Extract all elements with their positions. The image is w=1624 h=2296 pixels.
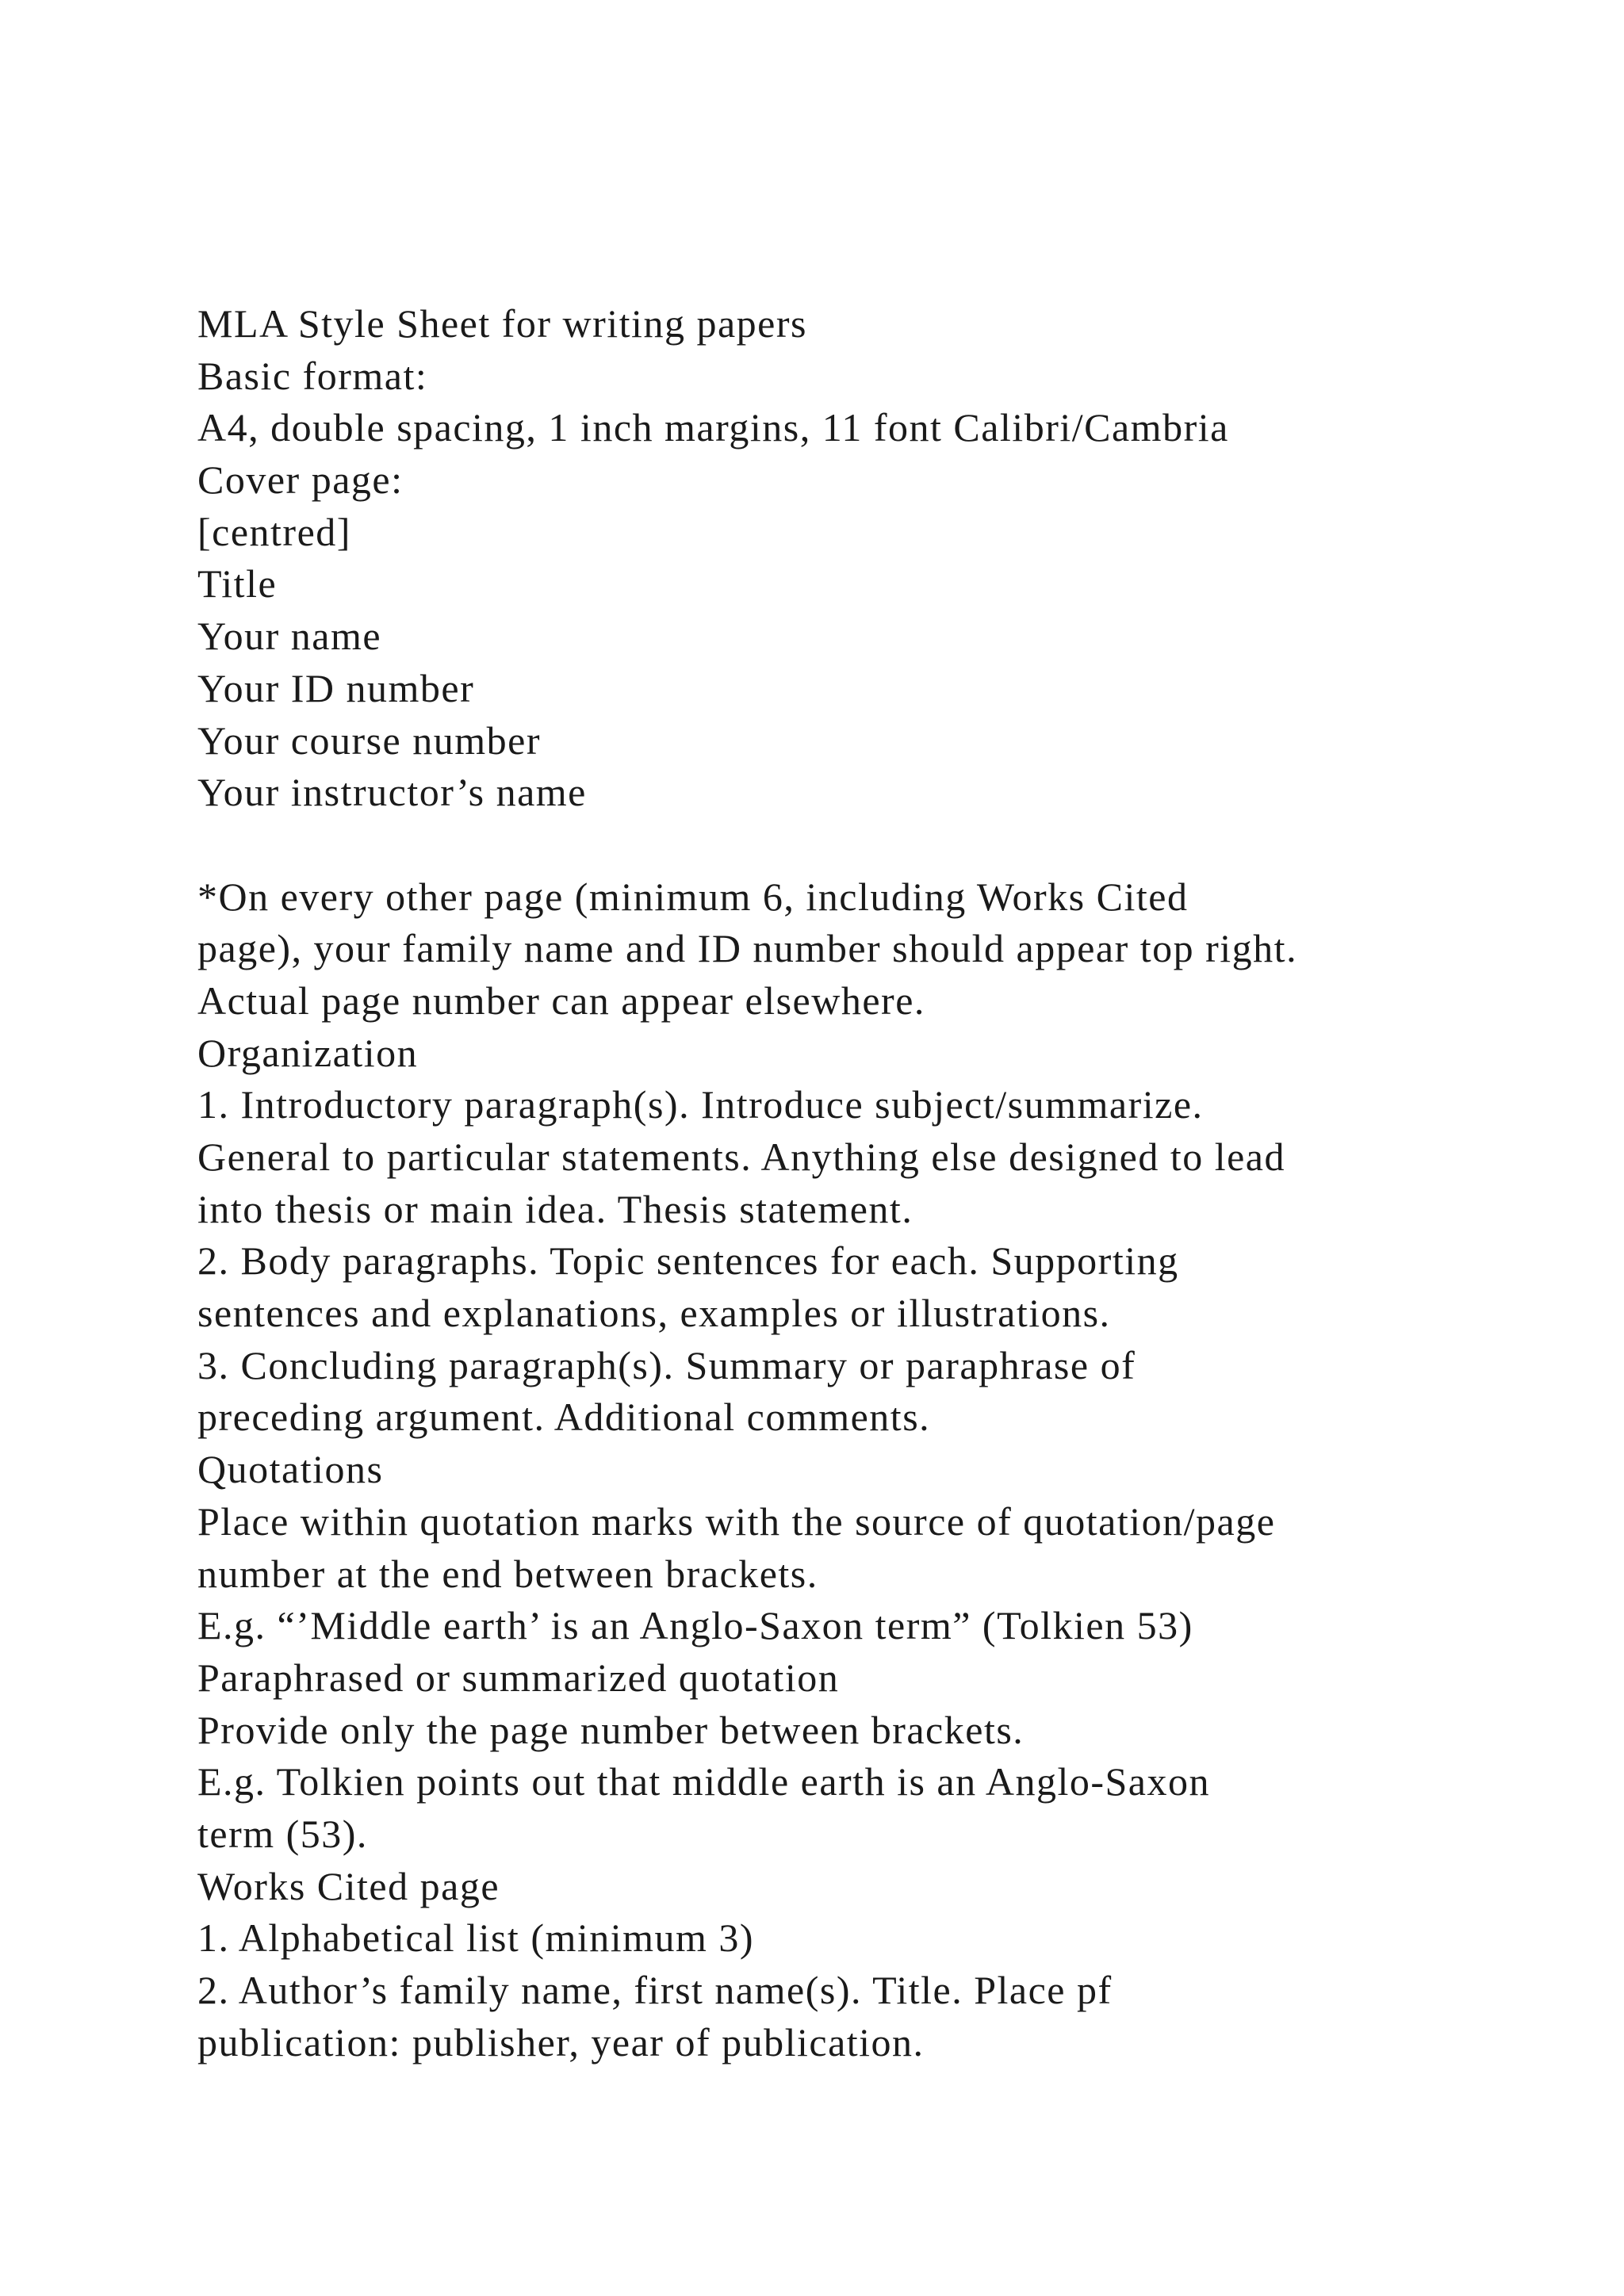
cover-page-line: Title — [197, 561, 278, 607]
organization-line: into thesis or main idea. Thesis statement. — [197, 1186, 914, 1231]
note-line: page), your family name and ID number should appear top right. — [197, 926, 1298, 971]
note-line: *On every other page (minimum 6, including Works Cited — [197, 874, 1189, 919]
organization-line: 2. Body paragraphs. Topic sentences for each. Supporting — [197, 1238, 1179, 1284]
cover-page-line: Your instructor’s name — [197, 770, 587, 815]
works-cited-line: 2. Author’s family name, first name(s). Title. Place pf — [197, 1968, 1113, 2012]
heading-works-cited: Works Cited page — [197, 1863, 500, 1908]
note-line: Actual page number can appear elsewhere. — [197, 978, 925, 1023]
works-cited-line: 1. Alphabetical list (minimum 3) — [197, 1915, 755, 1961]
document-body — [197, 298, 1545, 2068]
organization-line: General to particular statements. Anything else designed to lead — [197, 1135, 1286, 1179]
organization-line: sentences and explanations, examples or illustrations. — [197, 1291, 1111, 1336]
paraphrased-example: E.g. Tolkien points out that middle earth is an Anglo-Saxon — [197, 1759, 1211, 1804]
quotations-line: Place within quotation marks with the source of quotation/page — [197, 1498, 1276, 1544]
quotations-example: E.g. “’Middle earth’ is an Anglo-Saxon term” (Tolkien 53) — [197, 1603, 1193, 1648]
heading-basic-format: Basic format: — [197, 353, 428, 398]
paraphrased-example: term (53). — [197, 1811, 368, 1856]
heading-quotations: Quotations — [197, 1447, 384, 1492]
cover-page-line: Your name — [197, 614, 382, 659]
heading-organization: Organization — [197, 1030, 419, 1075]
cover-page-line: Your ID number — [197, 665, 475, 710]
cover-page-line: [centred] — [197, 509, 351, 554]
document-title: MLA Style Sheet for writing papers — [197, 301, 807, 346]
heading-paraphrased: Paraphrased or summarized quotation — [197, 1655, 840, 1700]
organization-line: preceding argument. Additional comments. — [197, 1395, 931, 1440]
works-cited-line: publication: publisher, year of publication. — [197, 2019, 925, 2064]
cover-page-line: Your course number — [197, 718, 541, 763]
basic-format-text: A4, double spacing, 1 inch margins, 11 font Calibri/Cambria — [197, 405, 1229, 450]
paraphrased-line: Provide only the page number between brackets. — [197, 1707, 1025, 1752]
organization-line: 1. Introductory paragraph(s). Introduce subject/summarize. — [197, 1082, 1204, 1127]
blank-line — [197, 819, 1545, 871]
organization-line: 3. Concluding paragraph(s). Summary or paraphrase of — [197, 1342, 1136, 1387]
heading-cover-page: Cover page: — [197, 457, 404, 503]
quotations-line: number at the end between brackets. — [197, 1551, 818, 1596]
